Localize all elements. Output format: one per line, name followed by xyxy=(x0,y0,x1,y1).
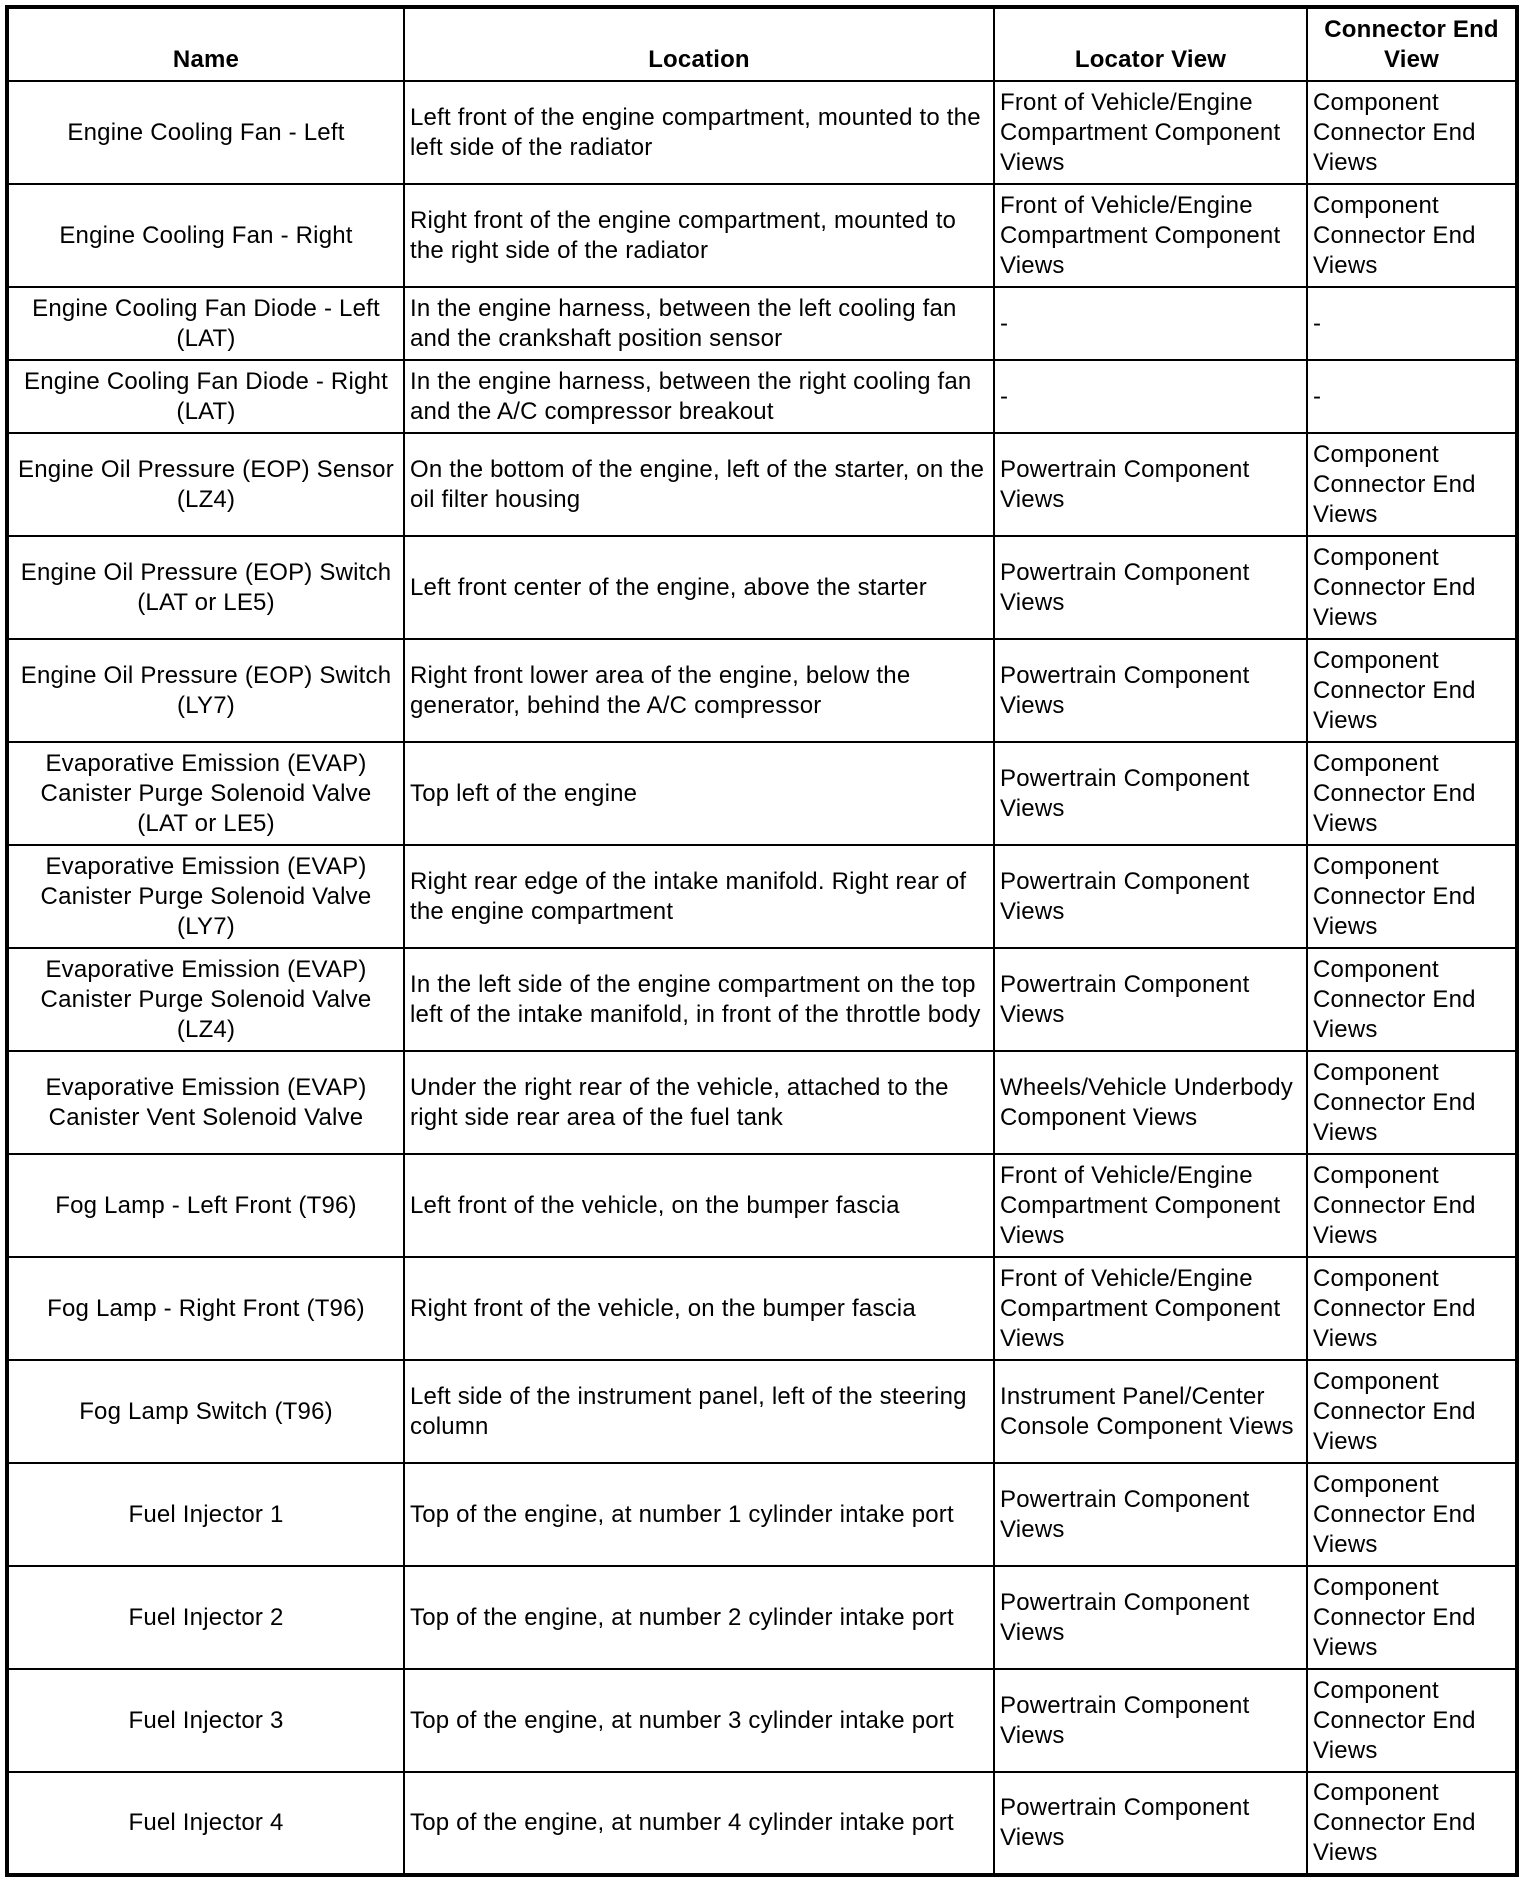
table-row xyxy=(7,536,1517,639)
cell-location: Left front of the engine compartment, mounted to the left side of the radiator xyxy=(404,81,994,184)
cell-connector-end-view: Component Connector End Views xyxy=(1307,1566,1517,1669)
cell-name: Fuel Injector 4 xyxy=(7,1772,404,1875)
cell-locator-view: Instrument Panel/Center Console Component Views xyxy=(994,1360,1307,1463)
table-row xyxy=(7,1669,1517,1772)
cell-locator-view: Wheels/Vehicle Underbody Component Views xyxy=(994,1051,1307,1154)
cell-locator-view: Powertrain Component Views xyxy=(994,433,1307,536)
table-row xyxy=(7,1566,1517,1669)
cell-location: In the engine harness, between the left cooling fan and the crankshaft position sensor xyxy=(404,287,994,360)
cell-name: Fuel Injector 2 xyxy=(7,1566,404,1669)
cell-locator-view: - xyxy=(994,287,1307,360)
cell-connector-end-view: Component Connector End Views xyxy=(1307,1669,1517,1772)
cell-name: Fog Lamp - Left Front (T96) xyxy=(7,1154,404,1257)
cell-connector-end-view: Component Connector End Views xyxy=(1307,742,1517,845)
cell-name: Engine Cooling Fan - Right xyxy=(7,184,404,287)
cell-location: Right front of the vehicle, on the bumper fascia xyxy=(404,1257,994,1360)
table-row xyxy=(7,1772,1517,1875)
cell-locator-view: Powertrain Component Views xyxy=(994,1772,1307,1875)
header-name: Name xyxy=(7,7,404,81)
cell-location: Top of the engine, at number 3 cylinder intake port xyxy=(404,1669,994,1772)
cell-name: Evaporative Emission (EVAP) Canister Purge Solenoid Valve (LY7) xyxy=(7,845,404,948)
cell-name: Engine Cooling Fan Diode - Right (LAT) xyxy=(7,360,404,433)
cell-locator-view: Powertrain Component Views xyxy=(994,742,1307,845)
cell-locator-view: Front of Vehicle/Engine Compartment Component Views xyxy=(994,1257,1307,1360)
table-row xyxy=(7,433,1517,536)
cell-connector-end-view: - xyxy=(1307,287,1517,360)
cell-location: Right rear edge of the intake manifold. Right rear of the engine compartment xyxy=(404,845,994,948)
cell-location: Top left of the engine xyxy=(404,742,994,845)
cell-location: Under the right rear of the vehicle, attached to the right side rear area of the fuel tank xyxy=(404,1051,994,1154)
cell-name: Engine Cooling Fan - Left xyxy=(7,81,404,184)
header-location: Location xyxy=(404,7,994,81)
cell-connector-end-view: Component Connector End Views xyxy=(1307,845,1517,948)
table-row xyxy=(7,845,1517,948)
cell-location: Top of the engine, at number 4 cylinder intake port xyxy=(404,1772,994,1875)
cell-location: Right front of the engine compartment, mounted to the right side of the radiator xyxy=(404,184,994,287)
cell-connector-end-view: Component Connector End Views xyxy=(1307,1463,1517,1566)
table-row xyxy=(7,81,1517,184)
cell-locator-view: - xyxy=(994,360,1307,433)
header-connector-end-view: Connector End View xyxy=(1307,7,1517,81)
table-row xyxy=(7,1154,1517,1257)
cell-locator-view: Powertrain Component Views xyxy=(994,1669,1307,1772)
cell-connector-end-view: Component Connector End Views xyxy=(1307,1772,1517,1875)
table-row xyxy=(7,184,1517,287)
cell-name: Fog Lamp - Right Front (T96) xyxy=(7,1257,404,1360)
cell-name: Engine Oil Pressure (EOP) Switch (LY7) xyxy=(7,639,404,742)
cell-locator-view: Front of Vehicle/Engine Compartment Component Views xyxy=(994,81,1307,184)
cell-connector-end-view: Component Connector End Views xyxy=(1307,1360,1517,1463)
cell-location: In the left side of the engine compartment on the top left of the intake manifold, in front of the throttle body xyxy=(404,948,994,1051)
cell-name: Evaporative Emission (EVAP) Canister Purge Solenoid Valve (LAT or LE5) xyxy=(7,742,404,845)
cell-locator-view: Front of Vehicle/Engine Compartment Component Views xyxy=(994,1154,1307,1257)
cell-name: Fuel Injector 1 xyxy=(7,1463,404,1566)
table-row xyxy=(7,360,1517,433)
cell-location: Left front center of the engine, above the starter xyxy=(404,536,994,639)
table-row xyxy=(7,1360,1517,1463)
table-row xyxy=(7,639,1517,742)
cell-location: Left front of the vehicle, on the bumper fascia xyxy=(404,1154,994,1257)
cell-name: Fog Lamp Switch (T96) xyxy=(7,1360,404,1463)
cell-connector-end-view: Component Connector End Views xyxy=(1307,948,1517,1051)
cell-locator-view: Powertrain Component Views xyxy=(994,1566,1307,1669)
cell-location: In the engine harness, between the right cooling fan and the A/C compressor breakout xyxy=(404,360,994,433)
cell-location: Right front lower area of the engine, below the generator, behind the A/C compressor xyxy=(404,639,994,742)
table-row xyxy=(7,1051,1517,1154)
cell-locator-view: Powertrain Component Views xyxy=(994,639,1307,742)
cell-name: Engine Oil Pressure (EOP) Switch (LAT or LE5) xyxy=(7,536,404,639)
component-locator-table xyxy=(5,5,1519,1877)
table-row xyxy=(7,1257,1517,1360)
cell-connector-end-view: Component Connector End Views xyxy=(1307,433,1517,536)
cell-locator-view: Powertrain Component Views xyxy=(994,536,1307,639)
cell-location: On the bottom of the engine, left of the starter, on the oil filter housing xyxy=(404,433,994,536)
cell-location: Left side of the instrument panel, left of the steering column xyxy=(404,1360,994,1463)
table-row xyxy=(7,948,1517,1051)
cell-connector-end-view: Component Connector End Views xyxy=(1307,184,1517,287)
table-row xyxy=(7,742,1517,845)
cell-locator-view: Powertrain Component Views xyxy=(994,845,1307,948)
cell-connector-end-view: - xyxy=(1307,360,1517,433)
cell-connector-end-view: Component Connector End Views xyxy=(1307,1154,1517,1257)
cell-connector-end-view: Component Connector End Views xyxy=(1307,1257,1517,1360)
cell-name: Engine Oil Pressure (EOP) Sensor (LZ4) xyxy=(7,433,404,536)
cell-locator-view: Powertrain Component Views xyxy=(994,1463,1307,1566)
header-row xyxy=(7,7,1517,81)
cell-locator-view: Powertrain Component Views xyxy=(994,948,1307,1051)
table-row xyxy=(7,1463,1517,1566)
cell-name: Evaporative Emission (EVAP) Canister Vent Solenoid Valve xyxy=(7,1051,404,1154)
cell-name: Engine Cooling Fan Diode - Left (LAT) xyxy=(7,287,404,360)
cell-name: Evaporative Emission (EVAP) Canister Purge Solenoid Valve (LZ4) xyxy=(7,948,404,1051)
cell-location: Top of the engine, at number 2 cylinder intake port xyxy=(404,1566,994,1669)
table-row xyxy=(7,287,1517,360)
cell-name: Fuel Injector 3 xyxy=(7,1669,404,1772)
cell-connector-end-view: Component Connector End Views xyxy=(1307,639,1517,742)
cell-location: Top of the engine, at number 1 cylinder intake port xyxy=(404,1463,994,1566)
cell-locator-view: Front of Vehicle/Engine Compartment Component Views xyxy=(994,184,1307,287)
header-locator-view: Locator View xyxy=(994,7,1307,81)
cell-connector-end-view: Component Connector End Views xyxy=(1307,81,1517,184)
cell-connector-end-view: Component Connector End Views xyxy=(1307,1051,1517,1154)
cell-connector-end-view: Component Connector End Views xyxy=(1307,536,1517,639)
